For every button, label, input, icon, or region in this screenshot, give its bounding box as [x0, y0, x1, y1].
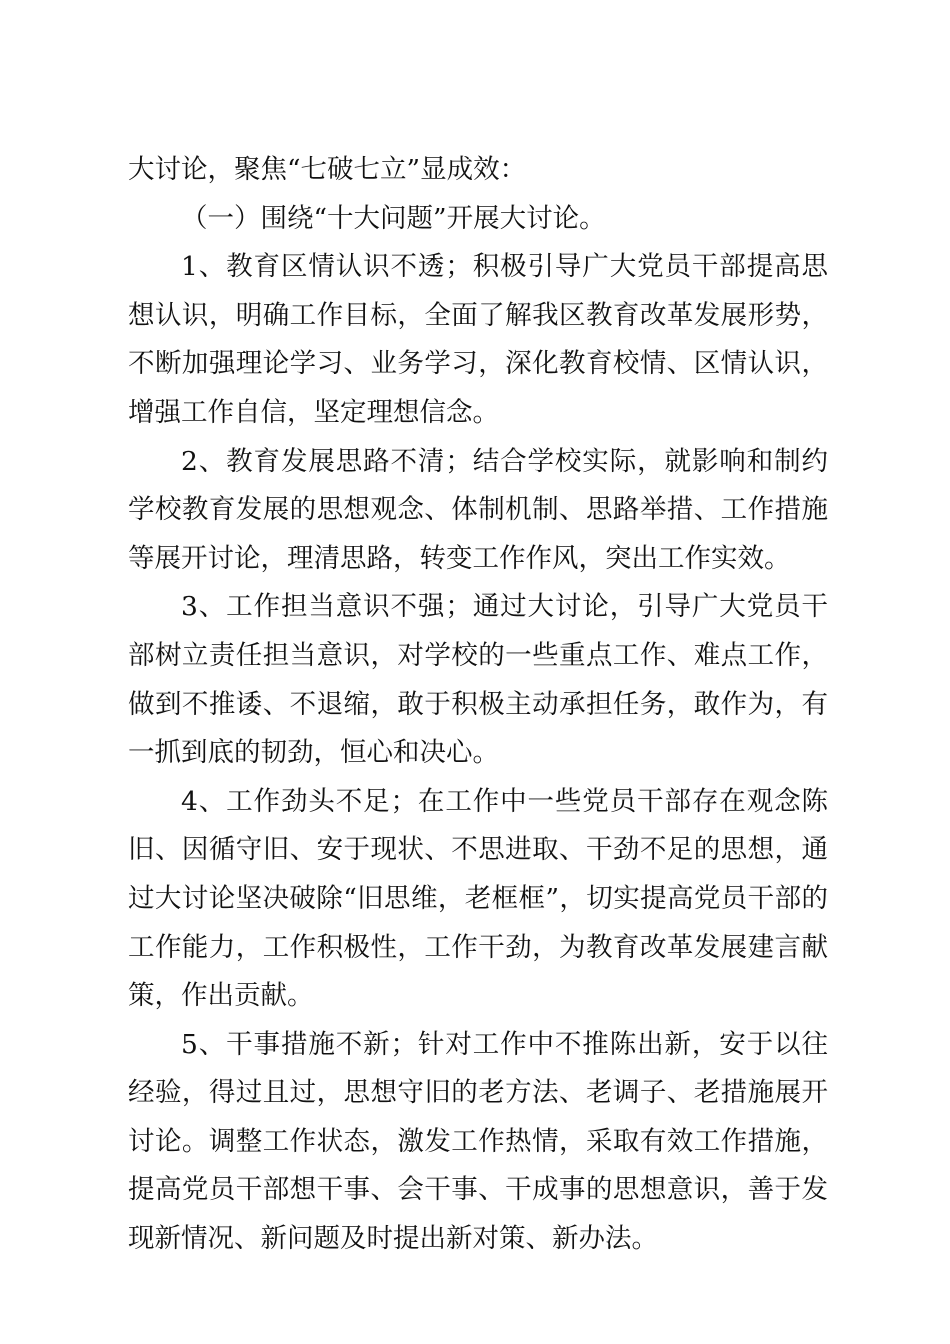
paragraph-item-1: 1、教育区情认识不透；积极引导广大党员干部提高思想认识，明确工作目标，全面了解我区教育改革发展形势，不断加强理论学习、业务学习，深化教育校情、区情认识，增强工作自信，坚定理想信念。: [128, 251, 828, 428]
paragraph-item-5: 5、干事措施不新；针对工作中不推陈出新，安于以往经验，得过且过，思想守旧的老方法、老调子、老措施展开讨论。调整工作状态，激发工作热情，采取有效工作措施，提高党员干部想干事、会干事、干成事的思想意识，善于发现新情况、新问题及时提出新对策、新办法。: [128, 1028, 828, 1255]
paragraph-item-2: 2、教育发展思路不清；结合学校实际，就影响和制约学校教育发展的思想观念、体制机制、思路举措、工作措施等展开讨论，理清思路，转变工作作风，突出工作实效。: [128, 445, 828, 574]
paragraph-item-3: 3、工作担当意识不强；通过大讨论，引导广大党员干部树立责任担当意识，对学校的一些重点工作、难点工作，做到不推诿、不退缩，敢于积极主动承担任务，敢作为，有一抓到底的韧劲，恒心和决心。: [128, 591, 828, 769]
document-body: [128, 146, 828, 1264]
paragraph-item-4: 4、工作劲头不足；在工作中一些党员干部存在观念陈旧、因循守旧、安于现状、不思进取、干劲不足的思想，通过大讨论坚决破除“旧思维，老框框”，切实提高党员干部的工作能力，工作积极性，工作干劲，为教育改革发展建言献策，作出贡献。: [128, 785, 828, 1012]
paragraph-continuation: 大讨论，聚焦“七破七立”显成效：: [128, 154, 527, 185]
section-heading: （一）围绕“十大问题”开展大讨论。: [181, 202, 606, 234]
